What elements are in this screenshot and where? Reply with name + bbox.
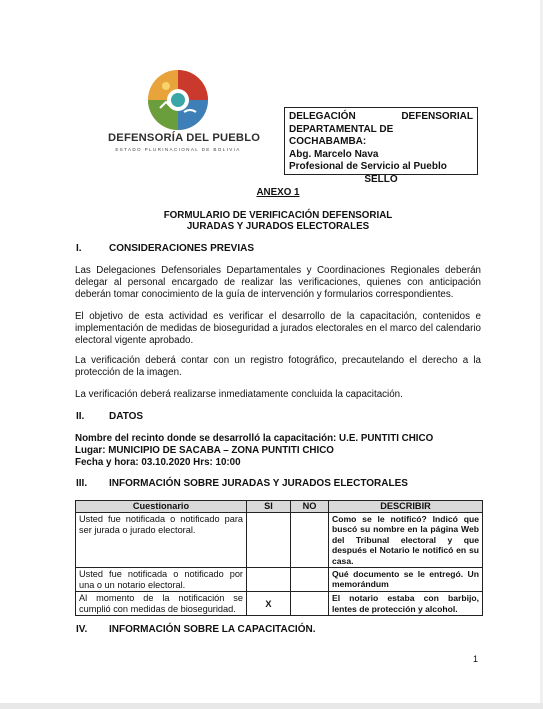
section-2-heading — [76, 411, 143, 423]
section-1-number: I. — [76, 243, 82, 254]
si-cell — [247, 568, 291, 592]
section-1-paragraph-4: La verificación deberá realizarse inmediatamente concluida la capacitación. — [75, 389, 403, 400]
section-3-heading — [76, 478, 408, 490]
section-3-title: INFORMACIÓN SOBRE JURADAS Y JURADOS ELECTORALES — [109, 478, 408, 489]
form-title-line-1: FORMULARIO DE VERIFICACIÓN DEFENSORIAL — [163, 210, 393, 221]
section-4-heading — [76, 624, 315, 636]
page-number: 1 — [473, 654, 479, 664]
defensoria-logo — [108, 68, 261, 158]
section-1-paragraph-2: El objetivo de esta actividad es verificar el desarrollo de la capacitación, contenidos e implementación de medidas de bioseguridad a jurados electorales en el marco del calendario electoral vigente aprobado. — [75, 311, 481, 346]
annex-title: ANEXO 1 — [256, 187, 300, 198]
stamp-line-3: Abg. Marcelo Nava — [289, 148, 379, 160]
section-4-title: INFORMACIÓN SOBRE LA CAPACITACIÓN. — [109, 624, 316, 635]
table-row — [76, 568, 483, 592]
no-cell — [291, 592, 329, 616]
no-cell — [291, 513, 329, 568]
no-cell — [291, 568, 329, 592]
section-3-number: III. — [76, 478, 88, 489]
section-1-heading — [76, 243, 254, 255]
question-cell: Usted fue notificada o notificado por una o un notario electoral. — [76, 568, 247, 592]
describe-cell: El notario estaba con barbijo, lentes de protección y alcohol. — [329, 592, 483, 616]
location-line: Lugar: MUNICIPIO DE SACABA – ZONA PUNTITI CHICO — [75, 445, 334, 456]
section-2-number: II. — [76, 411, 85, 422]
question-cell: Usted fue notificada o notificado para ser jurada o jurado electoral. — [76, 513, 247, 568]
jurors-questionnaire-table — [75, 500, 483, 616]
header-si: SI — [247, 501, 291, 513]
table-row — [76, 513, 483, 568]
table-header-row — [76, 501, 483, 513]
header-questionnaire: Cuestionario — [76, 501, 247, 513]
describe-cell: Como se le notificó? Indicó que buscó su nombre en la página Web del Tribunal electoral y que después el Notario le notificó en su casa. — [329, 513, 483, 568]
describe-cell: Qué documento se le entregó. Un memorándum — [329, 568, 483, 592]
stamp-line-1: DELEGACIÓN DEFENSORIAL — [289, 111, 473, 122]
section-1-paragraph-1: Las Delegaciones Defensoriales Departamentales y Coordinaciones Regionales deberán delegar al personal encargado de realizar las verificaciones, quienes con anticipación deberán tomar conocimiento de la guía de intervención y formularios correspondientes. — [75, 265, 481, 300]
delegation-stamp-box — [284, 107, 478, 185]
si-cell — [247, 513, 291, 568]
logo-subtitle: ESTADO PLURINACIONAL DE BOLIVIA — [115, 147, 241, 152]
venue-name-line: Nombre del recinto donde se desarrolló la capacitación: U.E. PUNTITI CHICO — [75, 433, 434, 444]
stamp-line-4: Profesional de Servicio al Pueblo — [289, 161, 447, 172]
logo-name: DEFENSORÍA DEL PUEBLO — [108, 132, 261, 144]
section-2-title: DATOS — [109, 411, 144, 422]
question-cell: Al momento de la notificación se cumplió con medidas de bioseguridad. — [76, 592, 247, 616]
form-title-line-2: JURADAS Y JURADOS ELECTORALES — [186, 221, 370, 232]
stamp-line-5: SELLO — [364, 173, 398, 185]
date-time-line: Fecha y hora: 03.10.2020 Hrs: 10:00 — [75, 457, 241, 468]
header-describe: DESCRIBIR — [329, 501, 483, 513]
table-row — [76, 592, 483, 616]
stamp-line-2: DEPARTAMENTAL DE COCHABAMBA: — [289, 123, 394, 147]
defensoria-emblem-icon — [146, 68, 210, 132]
section-1-paragraph-3: La verificación deberá contar con un registro fotográfico, precautelando el derecho a la protección de la imagen. — [75, 355, 481, 378]
header-no: NO — [291, 501, 329, 513]
section-4-number: IV. — [76, 624, 88, 635]
page-edge-bottom — [0, 703, 543, 709]
si-cell: X — [247, 592, 291, 616]
section-1-title: CONSIDERACIONES PREVIAS — [109, 243, 255, 254]
